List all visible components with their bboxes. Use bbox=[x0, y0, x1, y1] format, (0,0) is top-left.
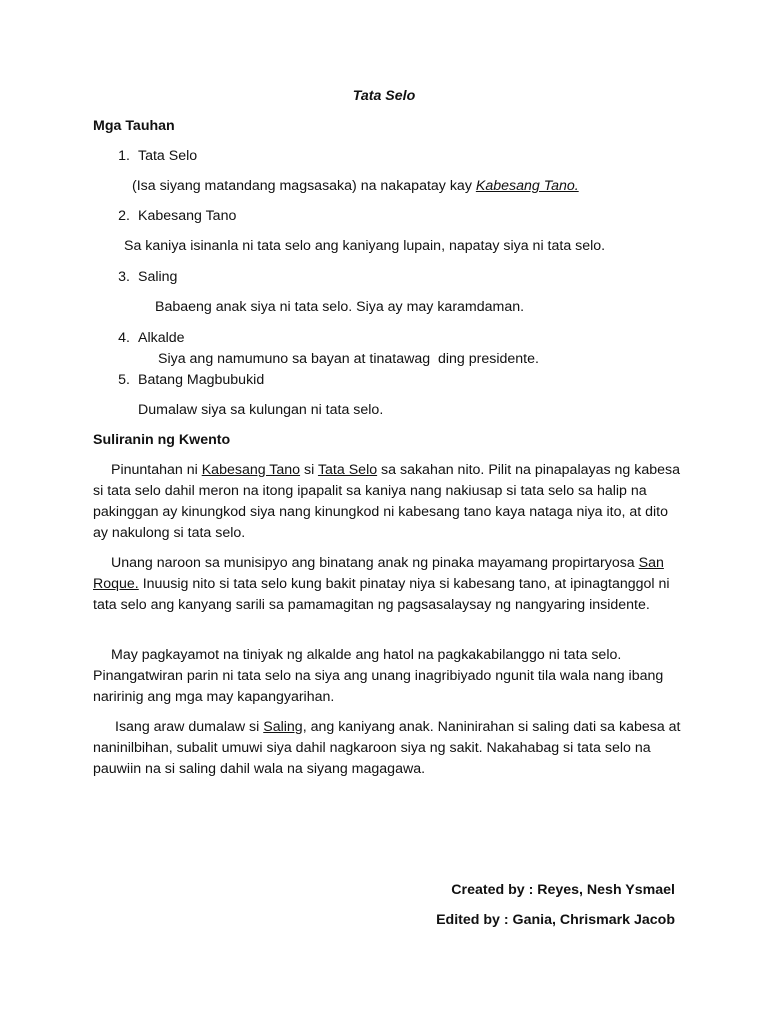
list-item bbox=[108, 328, 185, 349]
character-name: Alkalde bbox=[138, 330, 185, 346]
paragraph bbox=[93, 717, 683, 780]
character-description: Sa kaniya isinanla ni tata selo ang kaniyang lupain, napatay siya ni tata selo. bbox=[124, 238, 606, 254]
list-number: 4. bbox=[118, 330, 130, 346]
paragraph-text: sa sakahan nito. Pilit na pinapalayas ng kabesa si tata selo dahil meron na itong ipapalit sa kaniya nang nakiusap si tata selo sa halip na pakinggan ay kinungkod siya nang kinungkod ni kabesang tano kaya nataga niya ito, at dito ay nakulong si tata selo. bbox=[93, 462, 680, 541]
list-item bbox=[108, 206, 236, 227]
paragraph-text: Pinuntahan ni bbox=[111, 462, 202, 478]
character-description: Babaeng anak siya ni tata selo. Siya ay may karamdaman. bbox=[155, 299, 525, 315]
description-text: (Isa siyang matandang magsasaka) na nakapatay kay bbox=[132, 178, 476, 194]
san-roque-underlined: San Roque. bbox=[93, 555, 664, 592]
list-number: 3. bbox=[118, 269, 130, 285]
edited-by: Edited by : Gania, Chrismark Jacob bbox=[436, 912, 675, 928]
created-by: Created by : Reyes, Nesh Ysmael bbox=[451, 882, 675, 898]
character-name: Batang Magbubukid bbox=[138, 372, 265, 388]
paragraph-text: Isang araw dumalaw si bbox=[115, 719, 264, 735]
paragraph-text: , ang kaniyang anak. Naninirahan si saling dati sa kabesa at naninilbihan, subalit umuwi siya dahil nagkaroon siya ng sakit. Nakahabag si tata selo na pauwiin na si saling dahil wala na siyang magagawa. bbox=[93, 719, 681, 777]
saling-underlined: Saling bbox=[263, 719, 303, 735]
tata-selo-underlined: Tata Selo bbox=[317, 462, 378, 478]
list-item bbox=[108, 146, 197, 167]
character-description: Siya ang namumuno sa bayan at tinatawag ding presidente. bbox=[158, 351, 539, 367]
paragraph bbox=[93, 460, 683, 544]
paragraph-text: Unang naroon sa munisipyo ang binatang anak ng pinaka mayamang propirtaryosa bbox=[111, 555, 639, 571]
character-description bbox=[132, 176, 579, 197]
character-name: Kabesang Tano bbox=[138, 208, 237, 224]
document-title: Tata Selo bbox=[352, 88, 416, 104]
list-item bbox=[108, 370, 264, 391]
kabesang-tano-underlined: Kabesang Tano bbox=[201, 462, 301, 478]
paragraph: May pagkayamot na tiniyak ng alkalde ang hatol na pagkakabilanggo ni tata selo. Pinangatwiran parin ni tata selo na siya ang unang inagribiyado ngunit tila wala nang ibang naririnig ang mga may kapangyarihan. bbox=[93, 647, 664, 705]
list-number: 1. bbox=[118, 148, 130, 164]
list-number: 5. bbox=[118, 372, 130, 388]
paragraph-text: Inuusig nito si tata selo kung bakit pinatay niya si kabesang tano, at ipinagtanggol ni tata selo ang kanyang sarili sa pamamagitan ng pagsasalaysay ng nangyaring insidente. bbox=[93, 576, 670, 613]
paragraph bbox=[93, 553, 683, 616]
section-heading-mga-tauhan: Mga Tauhan bbox=[93, 118, 175, 134]
kabesang-tano-link: Kabesang Tano. bbox=[475, 178, 579, 194]
section-heading-suliranin: Suliranin ng Kwento bbox=[93, 432, 231, 448]
character-name: Saling bbox=[138, 269, 178, 285]
list-item bbox=[108, 267, 177, 288]
paragraph-text: si bbox=[300, 462, 318, 478]
character-name: Tata Selo bbox=[138, 148, 198, 164]
list-number: 2. bbox=[118, 208, 130, 224]
character-description: Dumalaw siya sa kulungan ni tata selo. bbox=[138, 402, 384, 418]
